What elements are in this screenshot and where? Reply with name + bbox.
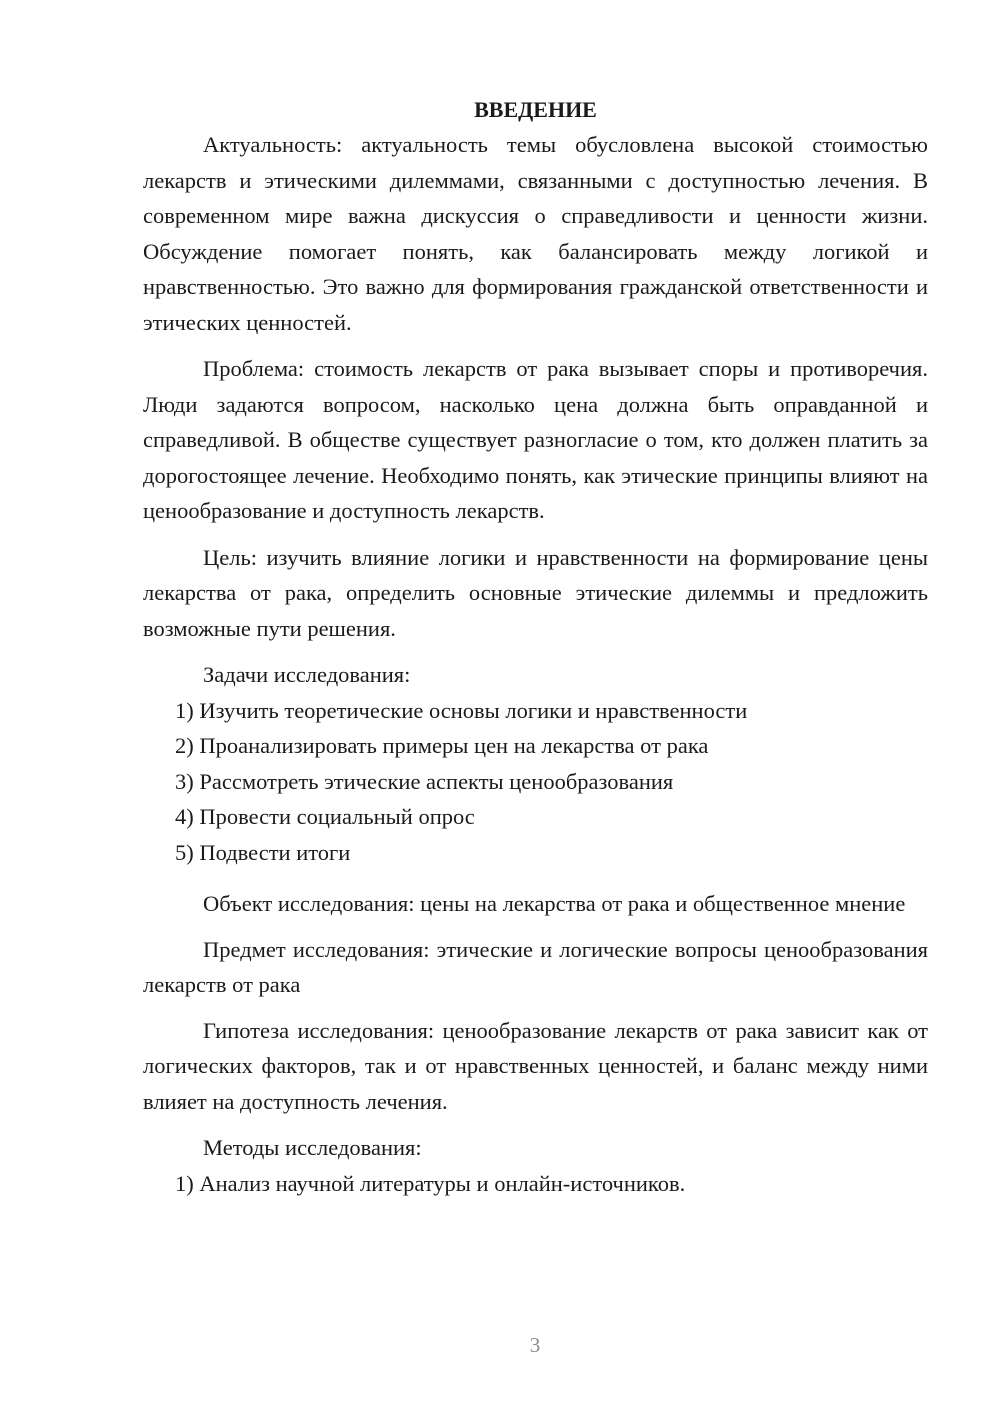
object-paragraph: Объект исследования: цены на лекарства от рака и общественное мнение bbox=[203, 891, 906, 916]
list-item: 2) Проанализировать примеры цен на лекарства от рака bbox=[175, 733, 709, 758]
list-item: 3) Рассмотреть этические аспекты ценообразования bbox=[175, 768, 674, 794]
list-item: 5) Подвести итоги bbox=[175, 839, 351, 865]
list-item: 4) Провести социальный опрос bbox=[175, 804, 475, 829]
goal-paragraph: Цель: изучить влияние логики и нравственности на формирование цены лекарства от рака, определить основные этические дилеммы и предложить возможные пути решения. bbox=[143, 544, 928, 641]
subject-paragraph: Предмет исследования: этические и логические вопросы ценообразования лекарств от рака bbox=[143, 936, 928, 997]
page-title: ВВЕДЕНИЕ bbox=[474, 97, 597, 122]
list-item: 1) Анализ научной литературы и онлайн-источников. bbox=[175, 1170, 686, 1196]
methods-list bbox=[143, 1166, 928, 1202]
tasks-heading: Задачи исследования: bbox=[203, 662, 411, 687]
document-page bbox=[143, 93, 928, 1201]
hypothesis-paragraph: Гипотеза исследования: ценообразование лекарств от рака зависит как от логических факторов, так и от нравственных ценностей, и баланс между ними влияет на доступность лечения. bbox=[143, 1017, 928, 1114]
list-item: 1) Изучить теоретические основы логики и нравственности bbox=[175, 697, 748, 723]
problem-paragraph: Проблема: стоимость лекарств от рака вызывает споры и противоречия. Люди задаются вопросом, насколько цена должна быть оправданной и справедливой. В обществе существует разногласие о том, кто должен платить за дорогостоящее лечение. Необходимо понять, как этические принципы влияют на ценообразование и доступность лекарств. bbox=[143, 356, 928, 523]
relevance-paragraph: Актуальность: актуальность темы обусловлена высокой стоимостью лекарств и этическими дилеммами, связанными с доступностью лечения. В современном мире важна дискуссия о справедливости и ценности жизни. Обсуждение помогает понять, как балансировать между логикой и нравственностью. Это важно для формирования гражданской ответственности и этических ценностей. bbox=[143, 132, 928, 335]
page-number: 3 bbox=[529, 1333, 541, 1357]
methods-heading: Методы исследования: bbox=[203, 1135, 422, 1160]
tasks-list bbox=[143, 693, 928, 871]
